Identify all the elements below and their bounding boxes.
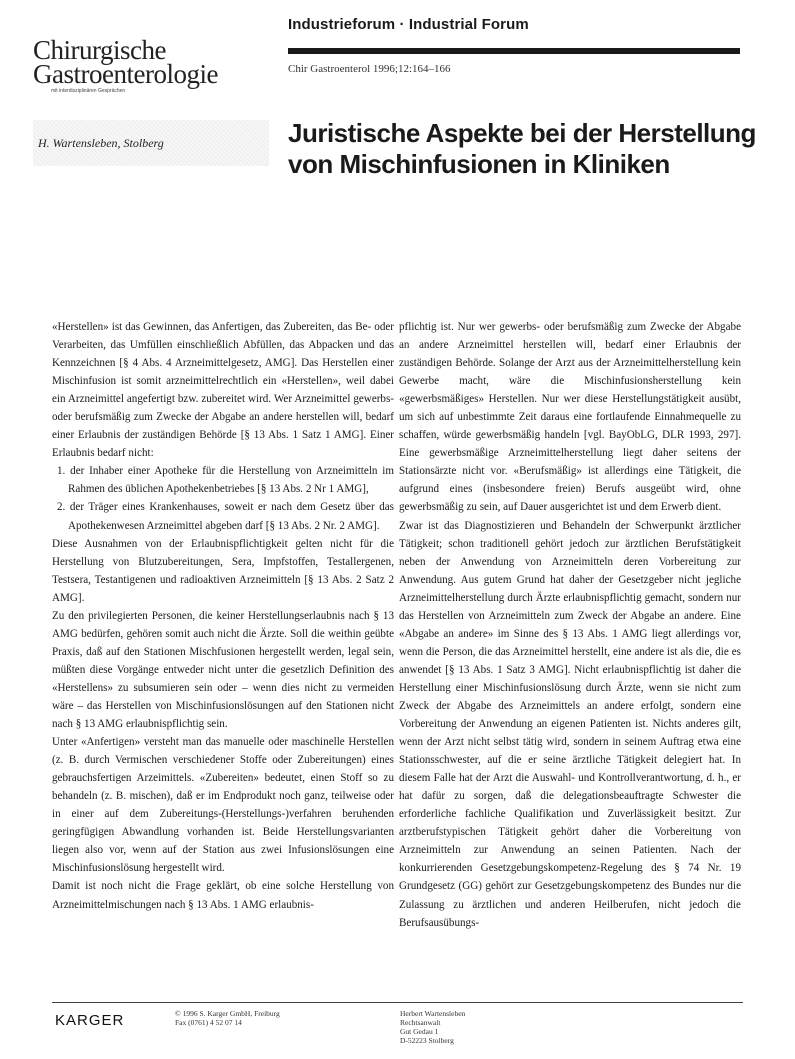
publisher-line: Fax (0761) 4 52 07 14 — [175, 1018, 242, 1027]
publisher-logo: KARGER — [55, 1012, 125, 1029]
paragraph: pflichtig ist. Nur wer gewerbs- oder berufsmäßig zum Zwecke der Abgabe an andere Arzneimittel herstellen will, bedarf einer Erlaubnis der zuständigen Behörde. Solange der Arzt aus der Arzneimittelherstellung kein Gewerbe macht, wäre die Mischinfusionsherstellung kein «gewerbsmäßiges» Herstellen. Nur wer diese Herstellungstätigkeit ausübt, um sich auf unbestimmte Zeit daraus eine fortlaufende Einnahmequelle zu schaffen, würde gewerbsmäßig handeln [vgl. BayObLG, DLR 1993, 297]. Eine gewerbsmäßige Arzneimittelherstellung liegt daher seitens der Stationsärzte nicht vor. «Berufsmäßig» ist allerdings eine Tätigkeit, die aufgrund eines (insbesondere freien) Berufs ausgeübt wird, ohne gewerbsmäßig zu sein, auf Dauer ausgerichtet ist und dem Erwerb dient. — [399, 321, 741, 514]
article-title: Juristische Aspekte bei der Herstellung von Mischinfusionen in Kliniken — [288, 118, 756, 179]
body-column-left — [52, 318, 394, 914]
body-column-right — [399, 318, 741, 932]
citation: Chir Gastroenterol 1996;12:164–166 — [288, 63, 451, 75]
paragraph: Diese Ausnahmen von der Erlaubnispflichtigkeit gelten nicht für die Herstellung von Blutzubereitungen, Sera, Impfstoffen, Testallergenen, Testsera, Testantigenen und radioaktiven Arzneimitteln [§ 13 Abs. 2 Satz 2 AMG]. — [52, 537, 394, 604]
section-label: Industrieforum · Industrial Forum — [288, 16, 529, 33]
list-item: 2. der Träger eines Krankenhauses, soweit er nach dem Gesetz über das Apothekenwesen Arzneimittel abgeben darf [§ 13 Abs. 2 Nr. 2 AMG]. — [57, 501, 394, 532]
address-line: Herbert Wartensleben — [400, 1009, 466, 1018]
paragraph: Zwar ist das Diagnostizieren und Behandeln der Schwerpunkt ärztlicher Tätigkeit; schon traditionell gehört jedoch zur ärztlichen Berufstätigkeit neben der Anwendung von Arzneimitteln deren Vorbereitung zur Anwendung. Aus gutem Grund hat daher der Gesetzgeber nicht jegliche Arzneimittelherstellung durch Ärzte erlaubnispflichtig gemacht, sondern nur das Herstellen von Arzneimitteln zum Zweck der Abgabe an andere. Eine «Abgabe an andere» im Sinne des § 13 Abs. 1 AMG liegt allerdings vor, wenn die Person, die das Arzneimittel herstellt, eine andere ist als die, die es anwendet [§ 13 Abs. 1 Satz 3 AMG]. Nicht erlaubnispflichtig ist daher die Herstellung einer Mischinfusionslösung durch Ärzte, wenn sie nicht zum Zweck der Abgabe des Arzneimittels an andere erfolgt, sondern eine Vorbereitung der Anwendung an eigenen Patienten ist. Nichts anderes gilt, wenn der Arzt nicht selbst tätig wird, sondern in seinem Auftrag etwa eine Stationsschwester, auf die er seine ärztliche Tätigkeit delegiert hat. In diesem Falle hat der Arzt die Auswahl- und Kontrollverantwortung, d. h., er hat dafür zu sorgen, daß die delegationsbeauftragte Schwester die erforderliche fachliche Qualifikation und Zuverlässigkeit besitzt. Zur arztberufstypischen Tätigkeit gehört daher die Vorbereitung von Arzneimitteln zur Anwendung an seinen Patienten. Nach der konkurrierenden Gesetzgebungskompetenz-Regelung des § 74 Nr. 19 Grundgesetz (GG) gehört zur Gesetzgebungskompetenz des Bundes nur die Zulassung zu ärztlichen und anderen Heilberufen, nicht jedoch die Berufsausübungs- — [399, 519, 741, 929]
paragraph: «Herstellen» ist das Gewinnen, das Anfertigen, das Zubereiten, das Be- oder Verarbeiten, das Umfüllen einschließlich Abfüllen, das Abpacken und das Kennzeichnen [§ 4 Abs. 4 Arzneimittelgesetz, AMG]. Das Herstellen einer Mischinfusion ist somit arzneimittelrechtlich ein «Herstellen», weil dabei ein Arzneimittel angefertigt bzw. zubereitet wird. Wer Arzneimittel gewerbs- oder berufsmäßig zum Zwecke der Abgabe an andere herstellen will, bedarf einer Erlaubnis der zuständigen Behörde [§ 13 Abs. 1 Satz 1 AMG]. Einer Erlaubnis bedarf nicht: — [52, 321, 394, 460]
logo-line2: Gastroenterologie — [33, 59, 218, 89]
paragraph: Zu den privilegierten Personen, die keiner Herstellungserlaubnis nach § 13 AMG bedürfen, gehören somit auch nicht die Ärzte. Soll die weithin geübte Praxis, daß auf den Stationen Mischfusionen hergestellt werden, legal sein, müßten diese Vorgänge entweder nicht unter die gesetzlich Definition des «Herstellens» zu subsumieren sein oder – wenn dies nicht zu vermeiden wäre – das Herstellen von Mischinfusionslösungen auf den Stationen nicht nach § 13 AMG erlaubnispflichtig sein. — [52, 609, 394, 731]
publisher-line: © 1996 S. Karger GmbH, Freiburg — [175, 1009, 280, 1018]
author-address — [400, 1009, 465, 1045]
paragraph: Damit ist noch nicht die Frage geklärt, ob eine solche Herstellung von Arzneimittelmischungen nach § 13 Abs. 1 AMG erlaubnis- — [52, 880, 394, 911]
author: H. Wartensleben, Stolberg — [38, 136, 164, 150]
logo-subtitle: mit interdisziplinären Gesprächen — [51, 88, 126, 94]
address-line: D-52223 Stolberg — [400, 1036, 454, 1045]
address-line: Gut Gedau 1 — [400, 1027, 439, 1036]
footer-rule — [52, 1002, 743, 1003]
logo-line1: Chirurgische — [33, 35, 166, 65]
list-item: 1. der Inhaber einer Apotheke für die Herstellung von Arzneimitteln im Rahmen des üblichen Apothekenbetriebes [§ 13 Abs. 2 Nr 1 AMG], — [57, 465, 394, 496]
address-line: Rechtsanwalt — [400, 1018, 441, 1027]
paragraph: Unter «Anfertigen» versteht man das manuelle oder maschinelle Herstellen (z. B. durch Vermischen verschiedener Stoffe oder Zubereitungen) eines gebrauchsfertigen Arzeimittels. «Zubereiten» bedeutet, einen Stoff so zu behandeln (z. B. mischen), daß er im Endprodukt noch ganz, teilweise oder in einer auf dem Zubereitungs-(Herstellungs-)verfahren beruhenden geringfügigen Abwandlung vorhanden ist. Beide Herstellungsvarianten liegen also vor, wenn auf der Station aus zwei Infusionslösungen eine Mischinfusionslösung hergestellt wird. — [52, 736, 394, 875]
journal-logo — [33, 35, 233, 94]
header-rule — [288, 48, 740, 54]
publisher-info — [175, 1009, 280, 1027]
